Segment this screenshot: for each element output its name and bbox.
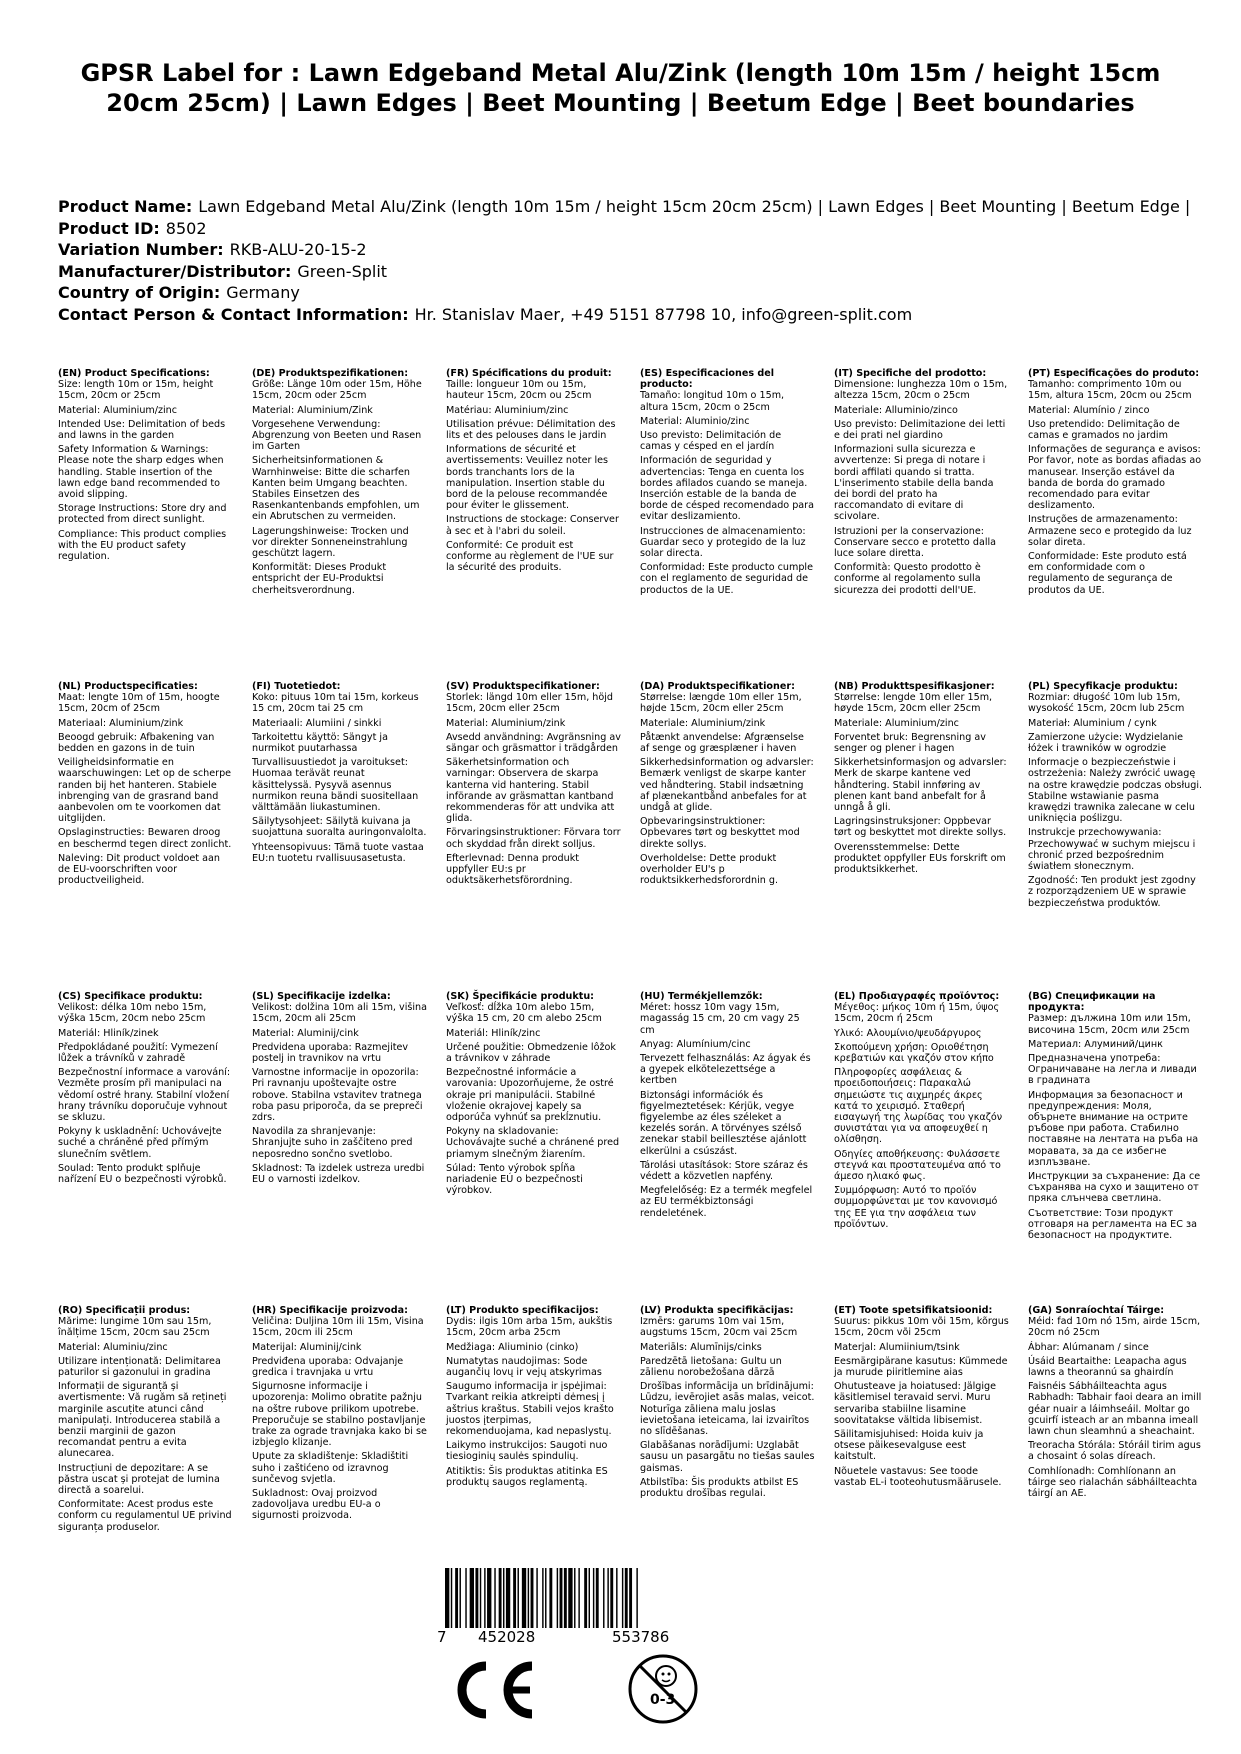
spec-safety: Informazioni sulla sicurezza e avvertenze: Si prega di notare i bordi affilati quando si tratta. L'inserimento stabile della banda dei bordi del prato ha raccomandato di evitare di scivolare. [834, 444, 994, 523]
spec-size: Veľkosť: dĺžka 10m alebo 15m, výška 15 cm, 20 cm alebo 25cm [446, 1002, 602, 1025]
barcode-digit-first: 7 [437, 1628, 447, 1646]
product-name-value: Lawn Edgeband Metal Alu/Zink (length 10m 15m / height 15cm 20cm 25cm) | Lawn Edges | Beet Mounting | Beetum Edge | [198, 197, 1191, 216]
barcode-bar [596, 1568, 599, 1628]
spec-heading: (BG) Спецификации на продукта: [1028, 991, 1156, 1014]
spec-compliance: Atbilstība: Šis produkts atbilst ES produktu drošības regulai. [640, 1476, 799, 1500]
spec-use: Uso previsto: Delimitazione dei letti e dei prati nel giardino [834, 418, 1006, 442]
spec-compliance: Sukladnost: Ovaj proizvod zadovoljava uredbu EU-a o sigurnosti proizvoda. [252, 1488, 381, 1522]
spec-use: Utilizare intenționată: Delimitarea paturilor si gazonului in gradina [58, 1355, 221, 1379]
spec-material: Materiaal: Aluminium/zink [58, 717, 184, 729]
barcode-bar [564, 1568, 567, 1628]
spec-block [1028, 368, 1203, 599]
info-label: Product ID: [58, 218, 160, 238]
spec-size: Méid: fad 10m nó 15m, airde 15cm, 20cm nó 25cm [1028, 1316, 1201, 1339]
spec-size: Storlek: längd 10m eller 15m, höjd 15cm, 20cm eller 25cm [446, 692, 614, 715]
spec-size: Izmērs: garums 10m vai 15m, augstums 15cm, 20cm vai 25cm [640, 1316, 798, 1339]
spec-storage: Instrukcje przechowywania: Przechowywać w suchym miejscu i chronić przed bezpośrednim światłem słonecznym. [1028, 827, 1196, 873]
info-label: Product Name: [58, 197, 193, 216]
barcode-bar [603, 1568, 604, 1628]
spec-material: Materiál: Hliník/zinek [58, 1027, 159, 1039]
spec-heading: (FI) Tuotetiedot: [252, 681, 341, 692]
product-name-row [58, 196, 1228, 218]
country-value: Germany [226, 283, 300, 302]
spec-use: Zamierzone użycie: Wydzielanie łóżek i trawników w ogrodzie [1028, 731, 1184, 755]
spec-heading: (SL) Specifikacije izdelka: [252, 991, 391, 1002]
spec-use: Vorgesehene Verwendung: Abgrenzung von Beeten und Rasen im Garten [252, 418, 422, 453]
spec-storage: Οδηγίες αποθήκευσης: Φυλάσσετε στεγνά και προστατευμένα από το άμεσο ηλιακό φως. [834, 1148, 1001, 1183]
spec-safety: Faisnéis Sábháilteachta agus Rabhadh: Tabhair faoi deara an imill géar nuair a láimhseáil. Moltar go gcuirfí isteach ar an mbanna imeall lawn chun sleamhnú a sheachaint. [1028, 1381, 1202, 1438]
barcode-bar [531, 1568, 534, 1628]
spec-use: Určené použitie: Obmedzenie lôžok a trávnikov v záhrade [446, 1041, 616, 1065]
spec-size: Størrelse: længde 10m eller 15m, højde 15cm, 20cm eller 25cm [640, 692, 802, 715]
spec-storage: Upute za skladištenje: Skladištiti suho i zaštićeno od izravnog sunčevog svjetla. [252, 1451, 409, 1485]
spec-size: Größe: Länge 10m oder 15m, Höhe 15cm, 20cm oder 25cm [252, 379, 422, 402]
barcode-bar [484, 1568, 485, 1628]
product-id-value: 8502 [165, 218, 207, 238]
spec-heading: (PL) Specyfikacje produktu: [1028, 681, 1178, 692]
spec-storage: Lagerungshinweise: Trocken und vor direkter Sonneneinstrahlung geschützt lagern. [252, 525, 409, 560]
spec-storage: Opbevaringsinstruktioner: Opbevares tørt og beskyttet mod direkte sollys. [640, 816, 800, 850]
age-warning-text: 0-3 [650, 1692, 676, 1708]
barcode-bar [522, 1568, 526, 1628]
spec-size: Rozmiar: długość 10m lub 15m, wysokość 15cm, 20cm lub 25cm [1028, 692, 1185, 715]
spec-size: Dimensione: lunghezza 10m o 15m, altezza 15cm, 20cm o 25cm [834, 379, 1008, 402]
info-label: Contact Person & Contact Information: [58, 304, 409, 324]
barcode-bar [578, 1568, 579, 1628]
spec-use: Numatytas naudojimas: Sode augančių lovų ir vejų atskyrimas [446, 1355, 602, 1379]
spec-size: Dydis: ilgis 10m arba 15m, aukštis 15cm, 20cm arba 25cm [446, 1316, 613, 1339]
spec-size: Velikost: délka 10m nebo 15m, výška 15cm, 20cm nebo 25cm [58, 1002, 207, 1025]
spec-block [834, 1305, 1009, 1491]
spec-use: Predvidena uporaba: Razmejitev postelj in travnikov na vrtu [252, 1041, 409, 1065]
spec-heading: (EN) Product Specifications: [58, 368, 210, 379]
product-info [58, 196, 1228, 325]
spec-storage: Istruzioni per la conservazione: Conservare secco e protetto dalla luce solare diretta. [834, 525, 997, 560]
spec-safety: Drošības informācija un brīdinājumi: Lūdzu, ievērojiet asās malas, veicot. Noturīga zāliena malu joslas ievietošana ieteicama, lai izvairītos no slīdēšanas. [640, 1381, 815, 1438]
spec-heading: (LV) Produkta specifikācijas: [640, 1305, 794, 1316]
spec-size: Size: length 10m or 15m, height 15cm, 20cm or 25cm [58, 379, 214, 402]
spec-safety: Varnostne informacije in opozorila: Pri ravnanju upoštevajte ostre robove. Stabilna vstavitev tratnega roba pasu priporoča, da se prepreči zdrs. [252, 1067, 423, 1124]
barcode-bar [494, 1568, 495, 1628]
country-row [58, 282, 1228, 304]
spec-use: Predviđena uporaba: Odvajanje gredica i travnjaka u vrtu [252, 1355, 404, 1379]
spec-storage: Instrucciones de almacenamiento: Guardar seco y protegido de la luz solar directa. [640, 525, 806, 560]
spec-safety: Ohutusteave ja hoiatused: Jälgige käsitlemisel teravaid servi. Muru servariba stabiilne lisamine soovitatakse vältida libisemist. [834, 1381, 997, 1426]
spec-heading: (LT) Produkto specifikacijos: [446, 1305, 599, 1316]
spec-compliance: Zgodność: Ten produkt jest zgodny z rozporządzeniem UE w sprawie bezpieczeństwa produktów. [1028, 875, 1196, 909]
spec-size: Taille: longueur 10m ou 15m, hauteur 15cm, 20cm ou 25cm [446, 379, 592, 402]
spec-block [58, 368, 233, 565]
spec-heading: (NL) Productspecificaties: [58, 681, 198, 692]
spec-material: Materiál: Hliník/zinc [446, 1027, 541, 1039]
spec-use: Tervezett felhasználás: Az ágyak és a gyepek elkötelezettsége a kertben [640, 1053, 811, 1087]
spec-safety: Saugumo informacija ir įspėjimai: Tvarkant reikia atkreipti dėmesį į aštrius kraštus. Stabili vejos krašto juostos įterpimas, rekomenduojama, kad nepaslystų. [446, 1381, 614, 1438]
barcode-bar [503, 1568, 504, 1628]
spec-use: Intended Use: Delimitation of beds and lawns in the garden [58, 418, 226, 442]
contact-row [58, 304, 1228, 326]
spec-use: Utilisation prévue: Délimitation des lits et des pelouses dans le jardin [446, 418, 616, 442]
spec-storage: Navodila za shranjevanje: Shranjujte suho in zaščiteno pred neposredno sončno svetlobo. [252, 1126, 413, 1160]
spec-block [252, 681, 427, 867]
spec-size: Størrelse: lengde 10m eller 15m, høyde 15cm, 20cm eller 25cm [834, 692, 993, 715]
spec-use: Avsedd användning: Avgränsning av sängar och gräsmattor i trädgården [446, 731, 621, 755]
spec-storage: Lagringsinstruksjoner: Oppbevar tørt og beskyttet mot direkte sollys. [834, 816, 1007, 839]
spec-safety: Informações de segurança e avisos: Por favor, note as bordas afiadas ao manusear. Inserção estável da banda de borda do gramado recomendado para evitar deslizamento. [1028, 444, 1202, 512]
spec-compliance: Atitiktis: Šis produktas atitinka ES produktų saugos reglamentą. [446, 1465, 608, 1488]
spec-storage: Laikymo instrukcijos: Saugoti nuo tiesioginių saulės spindulių. [446, 1440, 608, 1463]
spec-safety: Informations de sécurité et avertissements: Veuillez noter les bords tranchants lors de la manipulation. Insertion stable du bord de la pelouse recommandée pour éviter le glissement. [446, 444, 609, 512]
variation-number-value: RKB-ALU-20-15-2 [229, 240, 367, 259]
spec-material: Ábhar: Alúmanam / since [1028, 1341, 1149, 1353]
spec-material: Material: Aluminiu/zinc [58, 1341, 168, 1353]
barcode-bar [475, 1568, 478, 1628]
barcode-bar [513, 1568, 516, 1628]
spec-safety: Información de seguridad y advertencias: Tenga en cuenta los bordes afilados cuando se maneja. Inserción estable de la banda de borde de césped recomendado para evitar deslizamiento. [640, 455, 815, 523]
spec-material: Material: Aluminij/cink [252, 1027, 359, 1039]
info-label: Variation Number: [58, 240, 224, 259]
barcode-bar [607, 1568, 608, 1628]
spec-storage: Säilytysohjeet: Säilytä kuivana ja suojattuna suoralta auringonvalolta. [252, 816, 427, 839]
spec-material: Materjal: Alumiinium/tsink [834, 1341, 960, 1353]
spec-storage: Pokyny na skladovanie: Uchovávajte suché a chránené pred priamym slnečným žiarením. [446, 1126, 620, 1160]
barcode [437, 1568, 699, 1628]
spec-safety: Biztonsági információk és figyelmeztetések: Kérjük, vegye figyelembe az éles széleket a kezelés során. A törvényes szélső zenekar stabil beillesztése ajánlott elkerülni a csúszást. [640, 1089, 807, 1157]
barcode-bar [499, 1568, 502, 1628]
barcode-bar [518, 1568, 519, 1628]
spec-use: Eesmärgipärane kasutus: Kümmede ja murude piiritlemine aias [834, 1355, 1008, 1379]
spec-heading: (ET) Toote spetsifikatsioonid: [834, 1305, 993, 1316]
barcode-bar [542, 1568, 543, 1628]
spec-safety: Veiligheidsinformatie en waarschuwingen: Let op de scherpe randen bij het hanteren. Stabiele inbrenging van de grasrand band aanbevolen om te voorkomen dat uitglijden. [58, 757, 232, 825]
spec-block [640, 991, 815, 1222]
spec-material: Anyag: Alumínium/cinc [640, 1038, 751, 1050]
spec-heading: (IT) Specifiche del prodotto: [834, 368, 987, 379]
spec-safety: Bezpečnostní informace a varování: Vezměte prosím při manipulaci na vědomí ostré hrany. Stabilní vložení hrany trávníku doporučuje vyhnout se skluzu. [58, 1067, 231, 1124]
spec-material: Material: Aluminium/zinc [58, 404, 178, 416]
spec-storage: Pokyny k uskladnění: Uchovávejte suché a chráněné před přímým slunečním světlem. [58, 1126, 222, 1160]
spec-material: Materiaali: Alumiini / sinkki [252, 717, 382, 729]
barcode-bar [568, 1568, 572, 1628]
barcode-bar [625, 1568, 628, 1628]
spec-use: Tarkoitettu käyttö: Sängyt ja nurmikot puutarhassa [252, 731, 388, 755]
info-label: Manufacturer/Distributor: [58, 261, 292, 281]
spec-storage: Säilitamisjuhised: Hoida kuiv ja otsese päikesevalguse eest kaitstult. [834, 1429, 984, 1463]
age-warning-icon [626, 1652, 700, 1726]
spec-heading: (DA) Produktspecifikationer: [640, 681, 795, 692]
spec-material: Materiał: Aluminium / cynk [1028, 717, 1157, 729]
spec-heading: (NB) Produkttspesifikasjoner: [834, 681, 995, 692]
spec-safety: Bezpečnostné informácie a varovania: Upozorňujeme, že ostré okraje pri manipulácii. Stabilné vloženie okrajovej kapely sa odporúča vyhnúť sa prekĺznutiu. [446, 1067, 614, 1124]
spec-safety: Säkerhetsinformation och varningar: Observera de skarpa kanterna vid hantering. Stabil införande av gräsmattan kantband rekommenderas för att undvika att glida. [446, 757, 615, 825]
spec-use: Paredzētā lietošana: Gultu un zālienu norobežošana dārzā [640, 1355, 782, 1379]
spec-compliance: Съответствие: Този продукт отговаря на регламента на ЕС за безопасност на продуктите. [1028, 1207, 1197, 1242]
spec-compliance: Nõuetele vastavus: See toode vastab EL-i tooteohutusmäärusele. [834, 1465, 1002, 1488]
spec-block [446, 681, 621, 889]
spec-block [640, 1305, 815, 1502]
spec-storage: Tárolási utasítások: Store száraz és védett a közvetlen napfény. [640, 1159, 808, 1183]
spec-block [446, 368, 621, 576]
spec-block [446, 1305, 621, 1491]
spec-size: Koko: pituus 10m tai 15m, korkeus 15 cm, 20cm tai 25 cm [252, 692, 419, 715]
spec-heading: (HR) Specifikacije proizvoda: [252, 1305, 408, 1316]
spec-safety: Safety Information & Warnings: Please note the sharp edges when handling. Stable insertion of the lawn edge band recommended to avoid slipping. [58, 444, 224, 501]
barcode-bar [528, 1568, 529, 1628]
spec-heading: (PT) Especificações do produto: [1028, 368, 1200, 379]
spec-block [58, 681, 233, 889]
spec-compliance: Efterlevnad: Denna produkt uppfyller EU:s pr oduktsäkerhetsförordning. [446, 852, 580, 887]
spec-compliance: Conformidade: Este produto está em conformidade com o regulamento de segurança de produtos da UE. [1028, 551, 1187, 596]
barcode-bar [545, 1568, 546, 1628]
spec-heading: (FR) Spécifications du produit: [446, 368, 612, 379]
spec-compliance: Megfelelőség: Ez a termék megfelel az EU termékbiztonsági rendeletének. [640, 1185, 813, 1219]
spec-heading: (CS) Specifikace produktu: [58, 991, 203, 1002]
spec-material: Material: Aluminium/Zink [252, 404, 373, 416]
barcode-bar [470, 1568, 474, 1628]
spec-size: Tamanho: comprimento 10m ou 15m, altura 15cm, 20cm ou 25cm [1028, 379, 1192, 402]
barcode-bar [445, 1568, 449, 1628]
spec-storage: Förvaringsinstruktioner: Förvara torr och skyddad från direkt solljus. [446, 827, 621, 850]
spec-material: Material: Aluminium/zink [446, 717, 566, 729]
spec-block [640, 681, 815, 889]
barcode-bar [593, 1568, 594, 1628]
spec-block [1028, 1305, 1203, 1502]
spec-storage: Инструкции за съхранение: Да се съхранява на сухо и защитено от пряка слънчева светлина. [1028, 1171, 1201, 1205]
spec-heading: (HU) Termékjellemzők: [640, 991, 763, 1002]
spec-size: Velikost: dolžina 10m ali 15m, višina 15cm, 20cm ali 25cm [252, 1002, 427, 1025]
spec-compliance: Overholdelse: Dette produkt overholder EU's p roduktsikkerhedsforordnin g. [640, 852, 779, 887]
barcode-digits-right: 553786 [612, 1628, 670, 1646]
spec-compliance: Conformità: Questo prodotto è conforme al regolamento sulla sicurezza dei prodotti dell'UE. [834, 562, 981, 596]
barcode-bar [622, 1568, 623, 1628]
spec-material: Materijal: Aluminij/cink [252, 1341, 362, 1353]
spec-material: Υλικό: Αλουμίνιο/ψευδάργυρος [834, 1027, 982, 1039]
spec-compliance: Compliance: This product complies with the EU product safety regulation. [58, 528, 227, 563]
spec-heading: (EL) Προδιαγραφές προϊόντος: [834, 991, 1000, 1002]
spec-material: Materiāls: Alumīnijs/cinks [640, 1341, 762, 1353]
spec-heading: (GA) Sonraíochtaí Táirge: [1028, 1305, 1165, 1316]
barcode-bar [557, 1568, 558, 1628]
spec-material: Medžiaga: Aliuminio (cinko) [446, 1341, 579, 1353]
spec-storage: Glabāšanas norādījumi: Uzglabāt sausu un pasargātu no tiešas saules gaismas. [640, 1440, 815, 1474]
spec-material: Материал: Алуминий/цинк [1028, 1038, 1163, 1050]
spec-compliance: Conformitate: Acest produs este conform cu regulamentul UE privind siguranța produselor. [58, 1499, 232, 1533]
spec-compliance: Comhlíonadh: Comhlíonann an táirge seo rialachán sábháilteachta táirgí an AE. [1028, 1465, 1198, 1500]
barcode-bar [616, 1568, 617, 1628]
barcode-bar [584, 1568, 587, 1628]
barcode-bar [636, 1568, 637, 1628]
spec-safety: Sigurnosne informacije i upozorenja: Molimo obratite pažnju na oštre rubove prilikom upotrebe. Preporučuje se stabilno postavljanje trake za ograde travnjaka kako bi se izbjeglo klizanje. [252, 1381, 427, 1449]
spec-use: Uso pretendido: Delimitação de camas e gramados no jardim [1028, 418, 1180, 442]
spec-heading: (SV) Produktspecifikationer: [446, 681, 600, 692]
spec-safety: Sikkerhedsinformation og advarsler: Bemærk venligst de skarpe kanter ved håndtering. Stabil indsætning af plænekantbånd anbefales for at undgå at glide. [640, 757, 814, 814]
barcode-bar [549, 1568, 552, 1628]
spec-use: Σκοπούμενη χρήση: Οριοθέτηση κρεβατιών και γκαζόν στον κήπο [834, 1041, 994, 1065]
spec-storage: Instrucțiuni de depozitare: A se păstra uscat și protejat de lumina directă a soarelui. [58, 1462, 220, 1497]
barcode-bar [465, 1568, 466, 1628]
spec-use: Påtænkt anvendelse: Afgrænselse af senge og græsplæner i haven [640, 731, 804, 755]
spec-use: Úsáid Beartaithe: Leapacha agus lawns a theorannú sa ghairdín [1028, 1355, 1187, 1379]
spec-safety: Informații de siguranță și avertismente: Vă rugăm să rețineți marginile ascuțite atunci când manipulați. Introducerea stabilă a benzii marginii de gazon recomandat pentru a evita alunecarea. [58, 1381, 227, 1460]
spec-compliance: Soulad: Tento produkt splňuje nařízení EU o bezpečnosti výrobků. [58, 1162, 227, 1186]
spec-size: Maat: lengte 10m of 15m, hoogte 15cm, 20cm of 25cm [58, 692, 220, 715]
spec-heading: (ES) Especificaciones del producto: [640, 368, 775, 391]
barcode-digits-left: 452028 [478, 1628, 536, 1646]
spec-size: Μέγεθος: μήκος 10m ή 15m, ύψος 15cm, 20cm ή 25cm [834, 1002, 1000, 1025]
spec-compliance: Conformité: Ce produit est conforme au règlement de l'UE sur la sécurité des produits. [446, 539, 614, 574]
barcode-bar [536, 1568, 537, 1628]
spec-use: Beoogd gebruik: Afbakening van bedden en gazons in de tuin [58, 731, 215, 755]
spec-material: Matériau: Aluminium/zinc [446, 404, 569, 416]
page-title: GPSR Label for : Lawn Edgeband Metal Alu/Zink (length 10m 15m / height 15cm 20cm 25cm) | Lawn Edges | Beet Mounting | Beetum Edge | Beet boundaries [80, 59, 1161, 117]
spec-safety: Sicherheitsinformationen & Warnhinweise: Bitte die scharfen Kanten beim Umgang beachten. Stabiles Einsetzen des Rasenkantenbands empfohlen, um ein Abrutschen zu vermeiden. [252, 455, 420, 523]
barcode-bar [460, 1568, 461, 1628]
barcode-bar [589, 1568, 590, 1628]
spec-size: Размер: дължина 10m или 15m, височина 15cm, 20cm или 25cm [1028, 1013, 1191, 1036]
spec-size: Méret: hossz 10m vagy 15m, magasság 15 cm, 20 cm vagy 25 cm [640, 1002, 800, 1036]
spec-size: Suurus: pikkus 10m või 15m, kõrgus 15cm, 20cm või 25cm [834, 1316, 1009, 1339]
variation-number-row [58, 239, 1228, 261]
ce-mark-icon [450, 1660, 540, 1720]
spec-material: Material: Aluminio/zinc [640, 415, 750, 427]
barcode-bar [610, 1568, 613, 1628]
spec-block [1028, 681, 1203, 912]
spec-heading: (DE) Produktspezifikationen: [252, 368, 409, 379]
spec-block [1028, 991, 1203, 1244]
spec-size: Mărime: lungime 10m sau 15m, înălțime 15cm, 20cm sau 25cm [58, 1316, 212, 1339]
spec-block [446, 991, 621, 1199]
spec-compliance: Yhteensopivuus: Tämä tuote vastaa EU:n tuotetu rvallisuusasetusta. [252, 841, 424, 864]
spec-use: Forventet bruk: Begrensning av senger og plener i hagen [834, 731, 986, 755]
spec-safety: Sikkerhetsinformasjon og advarsler: Merk de skarpe kantene ved håndtering. Stabil innføring av plenen kant band anbefalt for å unngå å gli. [834, 757, 1007, 814]
spec-compliance: Konformität: Dieses Produkt entspricht der EU-Produktsi cherheitsverordnung. [252, 562, 387, 596]
spec-block [834, 368, 1009, 599]
spec-heading: (SK) Špecifikácie produktu: [446, 991, 595, 1002]
barcode-bar [451, 1568, 452, 1628]
spec-compliance: Skladnost: Ta izdelek ustreza uredbi EU o varnosti izdelkov. [252, 1162, 425, 1186]
spec-storage: Instruções de armazenamento: Armazene seco e protegido da luz solar direta. [1028, 514, 1192, 548]
ce-mark-text: CE [450, 1660, 452, 1661]
spec-block [58, 991, 233, 1188]
barcode-bar [455, 1568, 458, 1628]
manufacturer-value: Green-Split [297, 261, 388, 281]
spec-storage: Instructions de stockage: Conserver à sec et à l'abri du soleil. [446, 514, 619, 537]
spec-size: Veličina: Duljina 10m ili 15m, Visina 15cm, 20cm ili 25cm [252, 1316, 424, 1339]
spec-use: Предназначена употреба: Ограничаване на легла и ливади в градината [1028, 1053, 1197, 1087]
spec-compliance: Naleving: Dit product voldoet aan de EU-voorschriften voor productveiligheid. [58, 852, 220, 887]
spec-compliance: Conformidad: Este producto cumple con el reglamento de seguridad de productos de la UE. [640, 562, 813, 596]
spec-use: Uso previsto: Delimitación de camas y césped en el jardín [640, 430, 782, 453]
spec-safety: Πληροφορίες ασφάλειας & προειδοποιήσεις: Παρακαλώ σημειώστε τις αιχμηρές άκρες κατά το χειρισμό. Σταθερή εισαγωγή της λωρίδας του γκαζόν συνιστάται για να αποφευχθεί η ολίσθηση. [834, 1067, 1003, 1146]
barcode-bar [506, 1568, 510, 1628]
manufacturer-row [58, 261, 1228, 283]
spec-size: Tamaño: longitud 10m o 15m, altura 15cm, 20cm o 25cm [640, 390, 785, 413]
info-label: Country of Origin: [58, 283, 221, 302]
spec-compliance: Overensstemmelse: Dette produktet oppfyller EUs forskrift om produktsikkerhet. [834, 841, 1006, 876]
spec-use: Předpokládané použití: Vymezení lůžek a trávníků v zahradě [58, 1041, 218, 1065]
spec-block [58, 1305, 233, 1536]
spec-block [252, 1305, 427, 1525]
spec-storage: Storage Instructions: Store dry and protected from direct sunlight. [58, 503, 227, 526]
barcode-bar [574, 1568, 575, 1628]
spec-heading: (RO) Specificații produs: [58, 1305, 191, 1316]
spec-material: Material: Alumínio / zinco [1028, 404, 1150, 416]
barcode-bar [487, 1568, 491, 1628]
barcode-bar [560, 1568, 563, 1628]
spec-safety: Turvallisuustiedot ja varoitukset: Huomaa terävät reunat käsittelyssä. Pysyvä asennus nurmikon reuna bändi suositellaan välttämään liukastuminen. [252, 757, 419, 814]
spec-storage: Opslaginstructies: Bewaren droog en beschermd tegen direct zonlicht. [58, 827, 232, 850]
spec-storage: Treoracha Stórála: Stóráil tirim agus a chosaint ó solas díreach. [1028, 1440, 1201, 1463]
spec-block [834, 681, 1009, 878]
spec-block [834, 991, 1009, 1233]
spec-block [252, 991, 427, 1188]
spec-safety: Informacje o bezpieczeństwie i ostrzeżenia: Należy zwrócić uwagę na ostre krawędzie podczas obsługi. Stabilne wstawianie pasma krawędzi trawnika zalecane w celu uniknięcia poślizgu. [1028, 757, 1203, 825]
barcode-bar [480, 1568, 481, 1628]
spec-block [252, 368, 427, 599]
spec-block [640, 368, 815, 599]
spec-material: Materiale: Aluminium/zinc [834, 717, 959, 729]
spec-compliance: Súlad: Tento výrobok spĺňa nariadenie EÚ o bezpečnosti výrobkov. [446, 1162, 583, 1197]
spec-safety: Информация за безопасност и предупреждения: Моля, обърнете внимание на острите ръбове при работа. Стабилно поставяне на лентата на ръба на моравата, за да се избегне изплъзване. [1028, 1089, 1199, 1168]
spec-material: Materiale: Aluminium/zink [640, 717, 766, 729]
spec-compliance: Συμμόρφωση: Αυτό το προϊόν συμμορφώνεται με τον κανονισμό της ΕΕ για την ασφάλεια των προϊόντων. [834, 1185, 998, 1230]
contact-value: Hr. Stanislav Maer, +49 5151 87798 10, info@green-split.com [414, 304, 913, 324]
product-id-row [58, 218, 1228, 240]
barcode-bar [629, 1568, 632, 1628]
spec-material: Materiale: Alluminio/zinco [834, 404, 958, 416]
